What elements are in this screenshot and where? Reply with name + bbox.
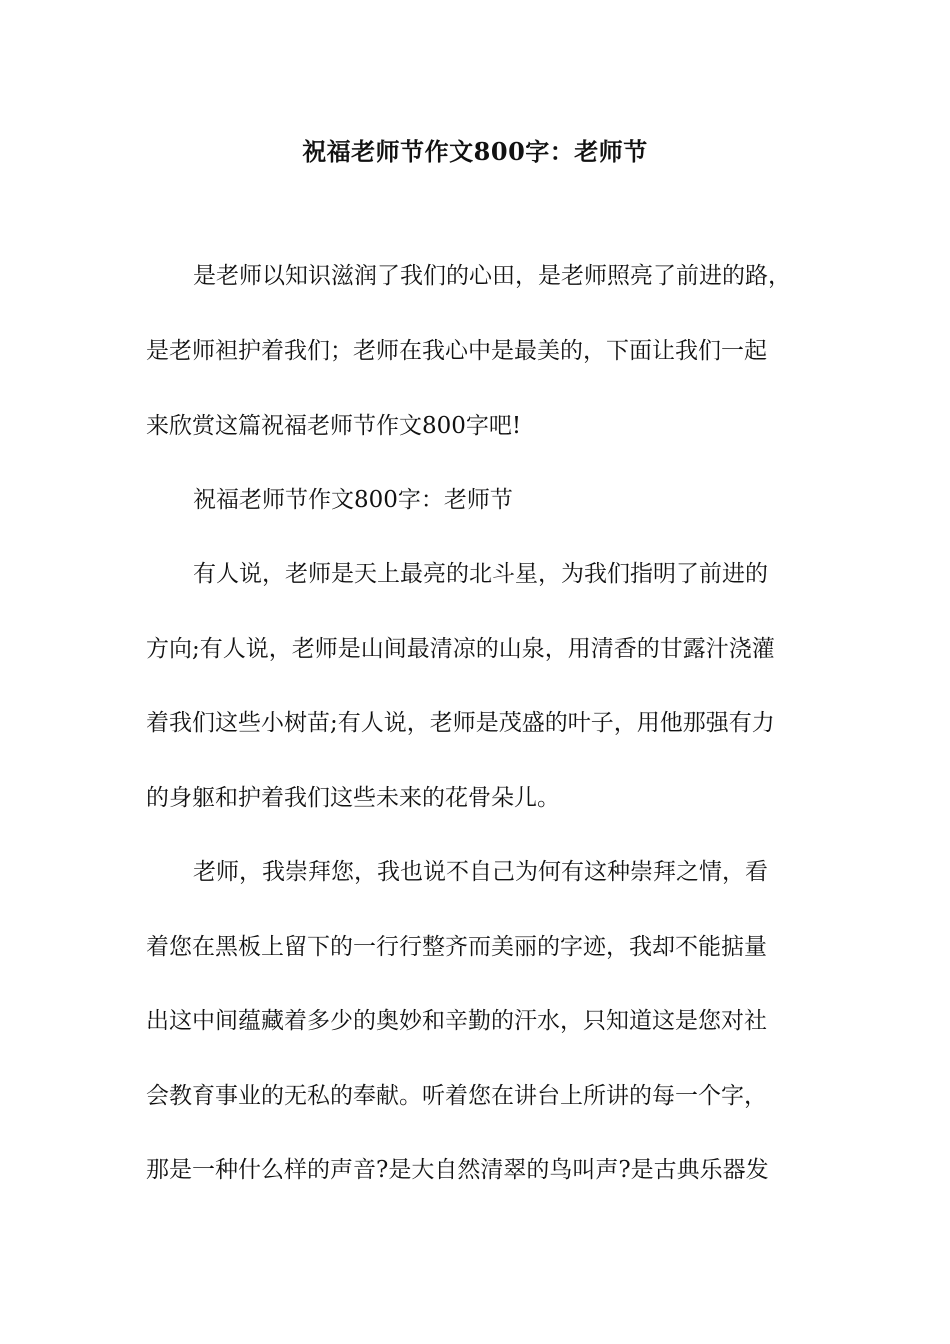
paragraph-line: 方向;有人说，老师是山间最清凉的山泉，用清香的甘露汁浇灌 bbox=[146, 636, 775, 662]
paragraph-line: 是老师袒护着我们；老师在我心中是最美的，下面让我们一起 bbox=[146, 338, 767, 364]
paragraph-line: 老师，我崇拜您，我也说不自己为何有这种崇拜之情，看 bbox=[193, 859, 768, 885]
paragraph-line: 有人说，老师是天上最亮的北斗星，为我们指明了前进的 bbox=[193, 561, 768, 587]
paragraph-line: 是老师以知识滋润了我们的心田，是老师照亮了前进的路， bbox=[193, 263, 791, 289]
paragraph-line: 出这中间蕴藏着多少的奥妙和辛勤的汗水，只知道这是您对社 bbox=[146, 1008, 767, 1034]
paragraph-line: 着我们这些小树苗;有人说，老师是茂盛的叶子，用他那强有力 bbox=[146, 710, 775, 736]
paragraph-line: 的身躯和护着我们这些未来的花骨朵儿。 bbox=[146, 785, 560, 811]
paragraph-line: 来欣赏这篇祝福老师节作文800字吧! bbox=[146, 413, 522, 439]
paragraph-line: 那是一种什么样的声音?是大自然清翠的鸟叫声?是古典乐器发 bbox=[146, 1157, 769, 1183]
document-title: 祝福老师节作文800字：老师节 bbox=[302, 137, 648, 166]
paragraph-line: 会教育事业的无私的奉献。听着您在讲台上所讲的每一个字， bbox=[146, 1083, 767, 1109]
paragraph-line: 着您在黑板上留下的一行行整齐而美丽的字迹，我却不能掂量 bbox=[146, 934, 767, 960]
subheading-line: 祝福老师节作文800字：老师节 bbox=[193, 487, 513, 513]
